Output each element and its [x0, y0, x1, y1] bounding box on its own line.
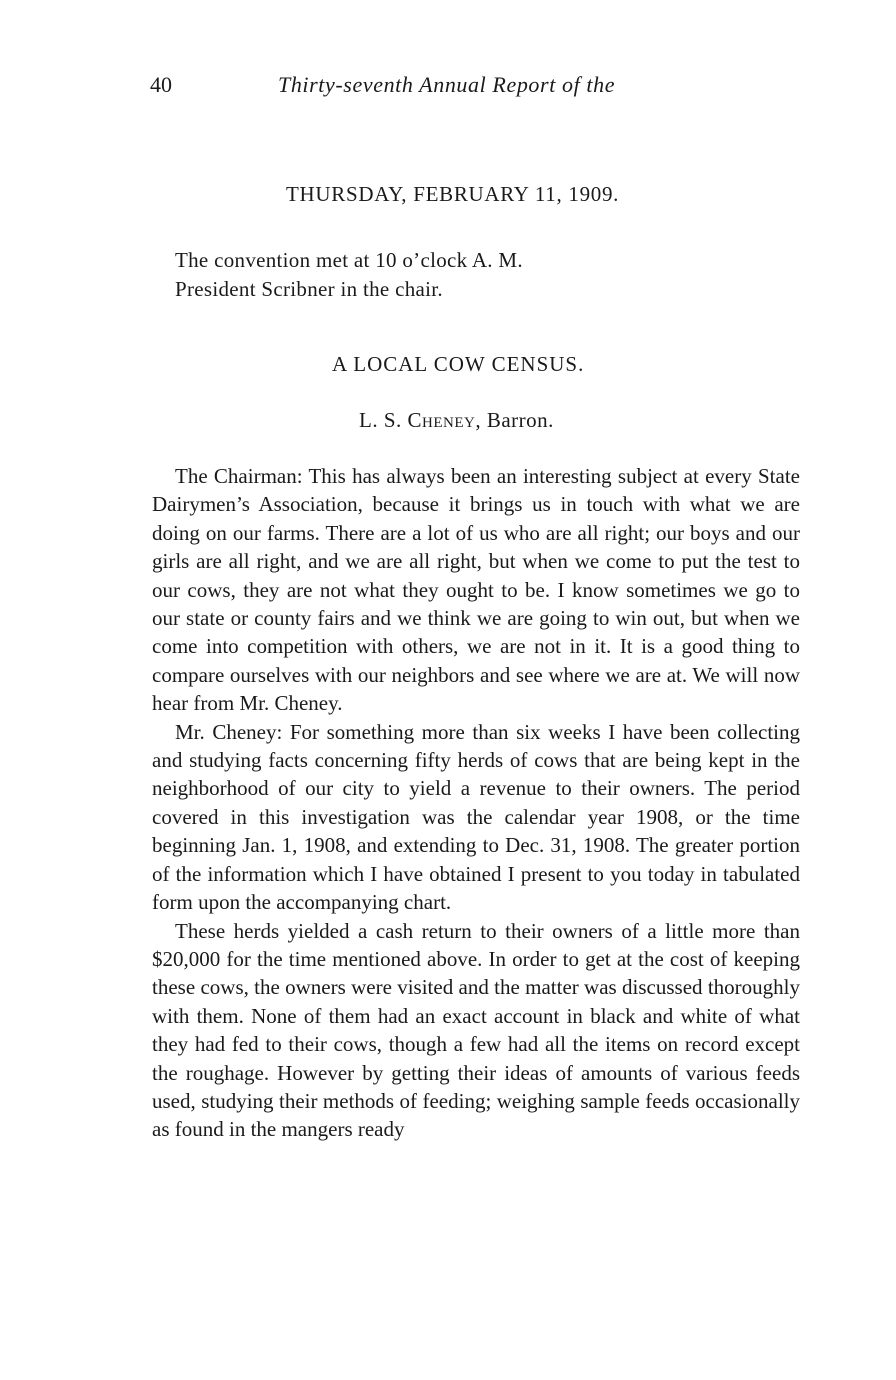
- paragraph-cheney-intro: Mr. Cheney: For something more than six weeks I have been collecting and studying facts concerning fifty herds of cows that are being kept in the neighborhood of our city to yield a revenue to their owners. The period covered in this investigation was the calendar year 1908, or the time beginning Jan. 1, 1908, and extending to Dec. 31, 1908. The greater portion of the information which I have obtained I present to you today in tabulated form upon the accompanying chart.: [152, 719, 800, 915]
- running-header: [150, 72, 800, 102]
- session-line-chair: President Scribner in the chair.: [175, 277, 443, 301]
- paragraph-chairman: The Chairman: This has always been an interesting subject at every State Dairymen’s Association, because it brings us in touch with what we are doing on our farms. There are a lot of us who are all right; our boys and our girls are all right, and we are all right, but when we come to put the test to our cows, they are not what they ought to be. I know sometimes we go to our state or county fairs and we think we are going to win out, but when we come into competition with others, we are not in it. It is a good thing to compare ourselves with our neighbors and see where we are at. We will now hear from Mr. Cheney.: [152, 464, 800, 716]
- session-opening: [175, 246, 523, 304]
- paragraph-herds: These herds yielded a cash return to their owners of a little more than $20,000 for the time mentioned above. In order to get at the cost of keeping these cows, the owners were visited and the matter was discussed thoroughly with them. None of them had an exact account in black and white of what they had fed to their cows, though a few had all the items on record except the roughage. However by getting their ideas of amounts of various feeds used, studying their methods of feeding; weighing sample feeds occasionally as found in the mangers ready: [152, 918, 800, 1142]
- article-title: A LOCAL COW CENSUS.: [332, 352, 585, 376]
- article-body: [152, 462, 800, 1144]
- session-line-meeting: The convention met at 10 o’clock A. M.: [175, 248, 523, 272]
- running-title: Thirty-seventh Annual Report of the: [278, 72, 616, 97]
- author-surname: Cheney: [407, 408, 476, 432]
- article-byline: [359, 408, 554, 433]
- author-place: , Barron.: [475, 408, 554, 432]
- session-date-heading: THURSDAY, FEBRUARY 11, 1909.: [286, 182, 620, 206]
- author-initials: L. S.: [359, 408, 402, 432]
- page-number: 40: [150, 72, 172, 97]
